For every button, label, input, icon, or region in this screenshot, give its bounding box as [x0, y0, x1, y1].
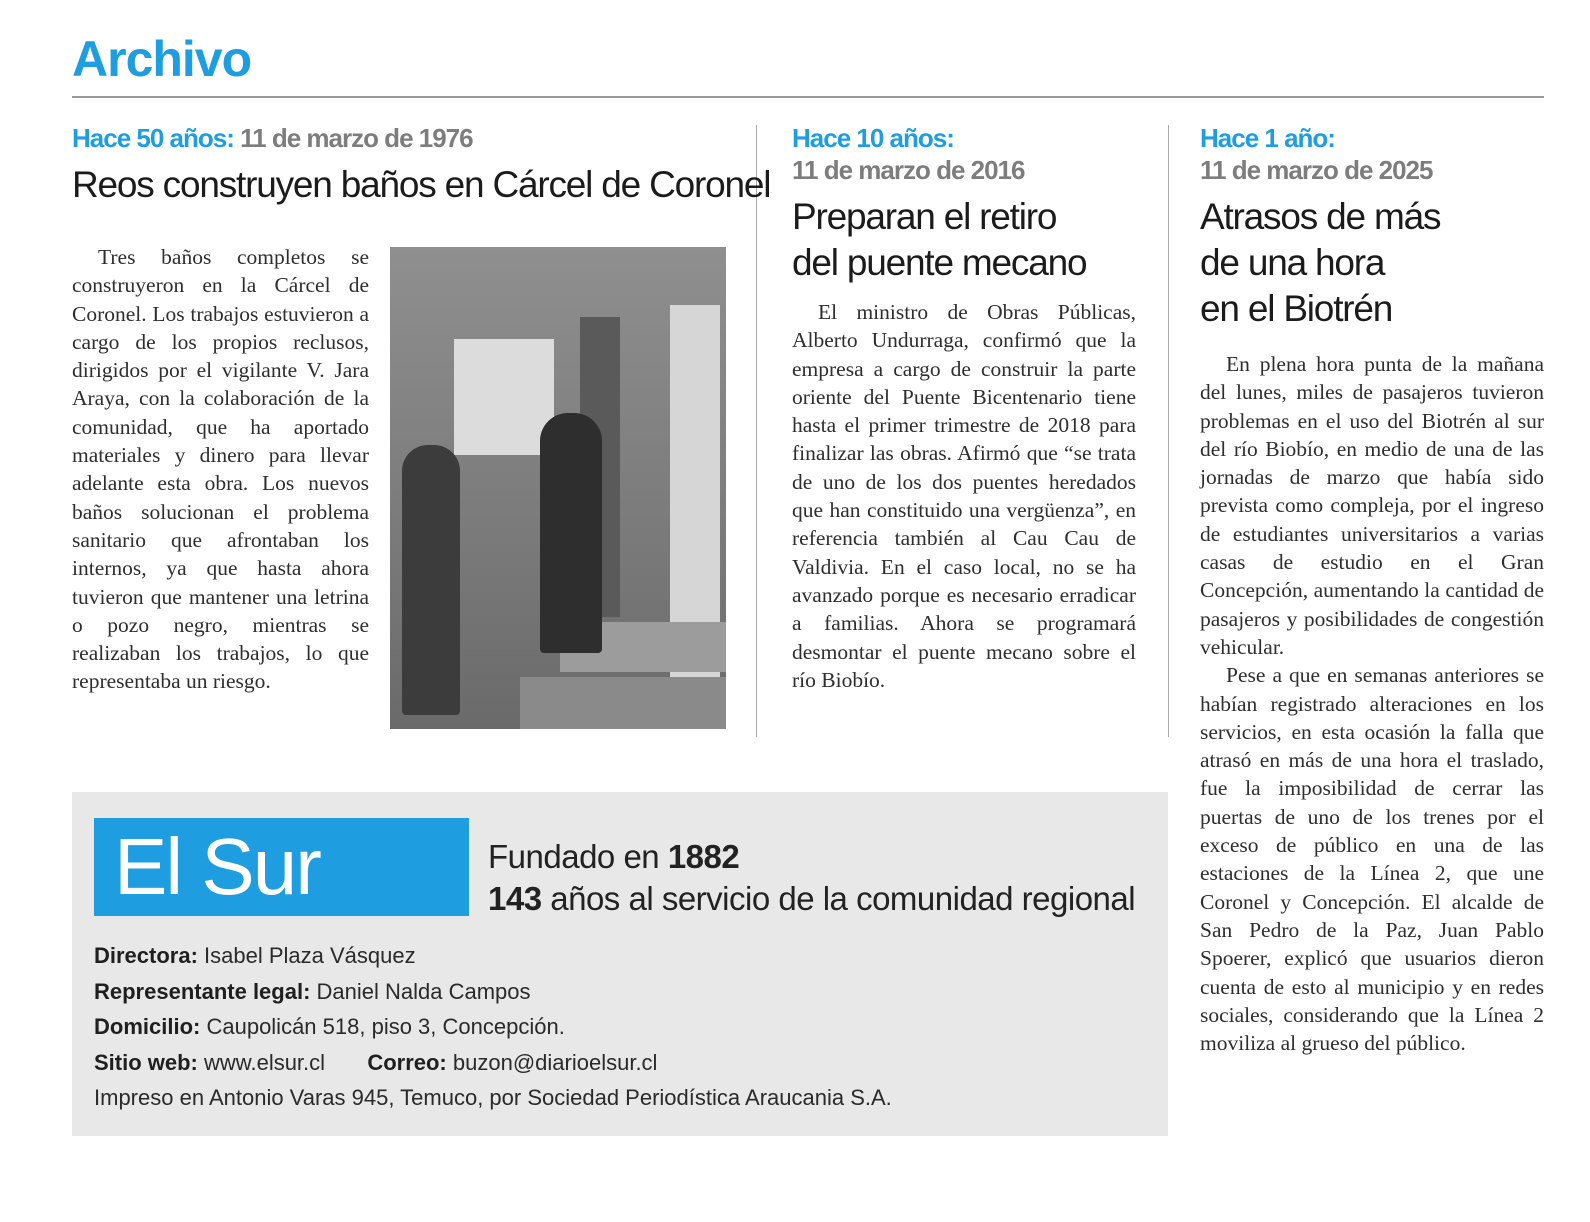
article-kicker [72, 122, 732, 154]
top-divider [72, 96, 1544, 98]
kicker-date: 11 de marzo de 2016 [792, 155, 1025, 185]
article-kicker [1200, 122, 1544, 186]
founded-info [488, 836, 1135, 920]
kicker-date: 11 de marzo de 2025 [1200, 155, 1433, 185]
article-1-year [1200, 122, 1544, 1057]
legal-representative-line: Representante legal: Daniel Nalda Campos [94, 978, 531, 1004]
section-title: Archivo [72, 31, 252, 87]
article-body: Tres baños completos se construyeron en la Cárcel de Coronel. Los trabajos estuvieron a cargo de los propios reclusos, dirigidos por el vigilante V. Jara Araya, con la colaboración de la comunidad, que ha aportado materiales y dinero para llevar adelante esta obra. Los nuevos baños solucionan el problema sanitario que afrontaban los internos, ya que hasta ahora tuvieron que mantener una letrina o pozo negro, mientras se realizaban los trabajos, lo que representaba un riesgo. [72, 245, 369, 694]
person-figure [540, 413, 602, 653]
newspaper-logo: El Sur [94, 818, 469, 916]
article-body: El ministro de Obras Públicas, Alberto Undurraga, confirmó que la empresa a cargo de construir la parte oriente del Puente Bicentenario tiene hasta el primer trimestre de 2018 para finalizar las obras. Afirmó que “se trata de uno de los dos puentes heredados que han constituido una vergüenza”, en referencia también al Cau Cau de Valdivia. En el caso local, no se ha avanzado porque es necesario erradicar a familias. Ahora se programará desmontar el puente mecano sobre el río Biobío. [792, 300, 1136, 692]
years-text: años al servicio de la comunidad regional [550, 880, 1136, 917]
article-kicker [792, 122, 1136, 186]
kicker-lead: Hace 1 año: [1200, 123, 1335, 153]
director-line: Directora: Isabel Plaza Vásquez [94, 943, 416, 968]
founded-prefix: Fundado en [488, 838, 660, 875]
email-link[interactable]: buzon@diarioelsur.cl [452, 1049, 658, 1075]
kicker-lead: Hace 10 años: [792, 123, 954, 153]
article-10-years [792, 122, 1136, 694]
kicker-date: 11 de marzo de 1976 [240, 123, 473, 153]
archive-photo [390, 247, 726, 729]
masthead-credits [94, 938, 892, 1116]
column-divider [1168, 125, 1169, 737]
article-50-years [72, 122, 771, 208]
column-divider [756, 125, 757, 737]
years-count: 143 [488, 880, 542, 917]
masthead-box [72, 792, 1168, 1136]
contact-line: Sitio web: www.elsur.cl Correo: buzon@diarioelsur.cl [94, 1049, 658, 1075]
address-line: Domicilio: Caupolicán 518, piso 3, Concepción. [94, 1014, 565, 1039]
article-headline: Atrasos de más de una hora en el Biotrén [1200, 196, 1441, 329]
article-body-paragraph: Pese a que en semanas anteriores se habían registrado alteraciones en los servicios, en esta ocasión la falla que atrasó en más de una hora el traslado, fue la imposibilidad de cerrar las puertas de uno de los trenes por el exceso de público en una de las estaciones de la Línea 2, que une Coronel y Concepción. El alcalde de San Pedro de la Paz, Juan Pablo Spoerer, explicó que usuarios dieron cuenta de esto al municipio y en redes sociales, considerando que la Línea 2 moviliza al grueso del público. [1200, 663, 1544, 1056]
person-figure [402, 445, 460, 715]
article-headline: Reos construyen baños en Cárcel de Coronel [72, 164, 771, 205]
article-headline: Preparan el retiro del puente mecano [792, 196, 1087, 283]
article-body-container [72, 243, 369, 696]
kicker-lead: Hace 50 años: [72, 123, 234, 153]
printed-line: Impreso en Antonio Varas 945, Temuco, por Sociedad Periodística Araucania S.A. [94, 1085, 892, 1110]
website-link[interactable]: www.elsur.cl [204, 1049, 326, 1075]
founded-year: 1882 [667, 838, 740, 875]
article-body-paragraph: En plena hora punta de la mañana del lunes, miles de pasajeros tuvieron problemas en el uso del Biotrén al sur del río Biobío, en medio de una de las jornadas de marzo que había sido prevista como compleja, por el ingreso de estudiantes universitarios a varias casas de estudio en el Gran Concepción, aumentando la cantidad de pasajeros y posibilidades de congestión vehicular. [1200, 352, 1544, 659]
